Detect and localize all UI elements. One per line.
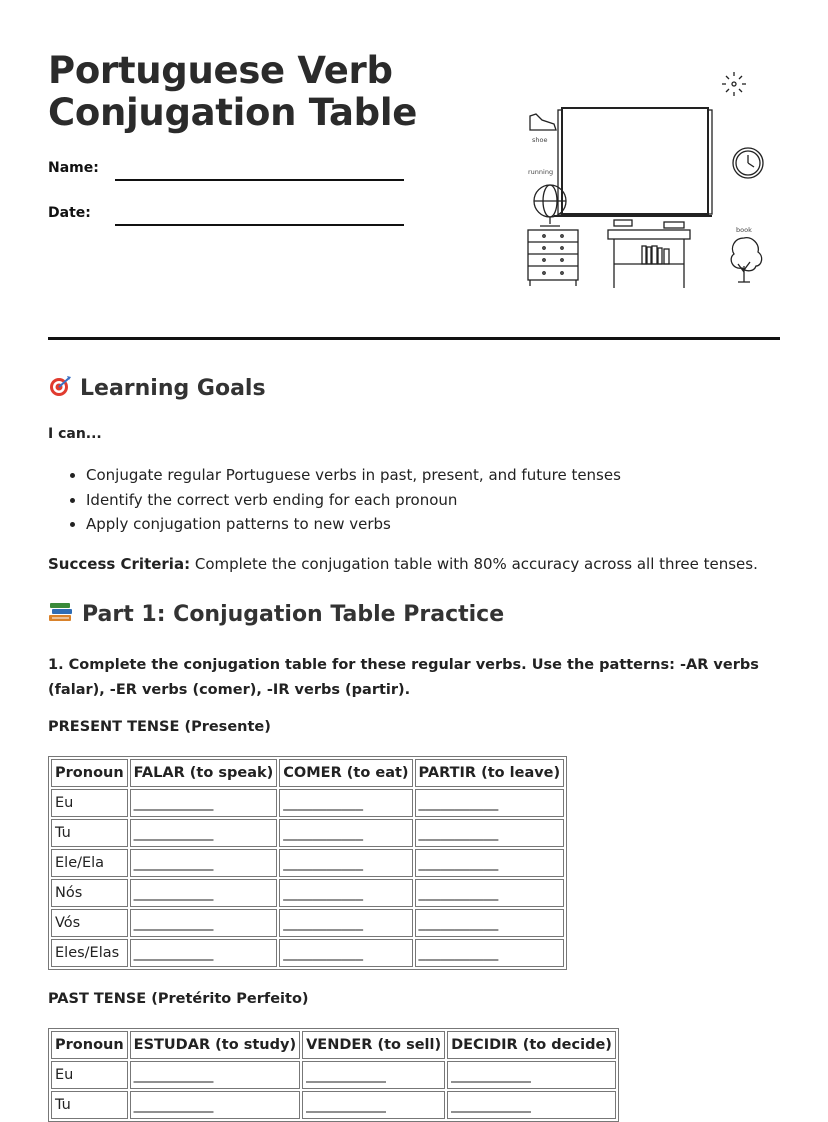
name-field[interactable] [48,160,99,176]
present-tense-label: PRESENT TENSE (Presente) [48,719,271,735]
answer-blank[interactable]: ___________ [302,1061,445,1089]
pronoun-cell: Nós [51,879,128,907]
date-line[interactable] [115,224,404,226]
answer-blank[interactable]: ___________ [279,849,412,877]
column-header: FALAR (to speak) [130,759,278,787]
answer-blank[interactable]: ___________ [130,849,278,877]
target-icon [48,375,72,403]
table-header-row [51,759,564,787]
table-row [51,849,564,877]
learning-goals-title: Learning Goals [80,376,266,401]
column-header: ESTUDAR (to study) [130,1031,300,1059]
dresser-icon [528,230,578,286]
part1-title: Part 1: Conjugation Table Practice [82,602,505,627]
answer-blank[interactable]: ___________ [130,819,278,847]
header-divider [48,337,780,340]
name-line[interactable] [115,179,404,181]
pronoun-cell: Ele/Ela [51,849,128,877]
table-row [51,939,564,967]
illustration-label-running: running [528,168,554,176]
answer-blank[interactable]: ___________ [415,909,565,937]
answer-blank[interactable]: ___________ [302,1091,445,1119]
answer-blank[interactable]: ___________ [415,819,565,847]
table-header-row [51,1031,616,1059]
answer-blank[interactable]: ___________ [130,1061,300,1089]
date-label: Date: [48,205,91,221]
desk-icon [608,220,690,288]
part1-heading [48,600,504,630]
past-tense-label: PAST TENSE (Pretérito Perfeito) [48,991,309,1007]
column-header: VENDER (to sell) [302,1031,445,1059]
list-item: • Identify the correct verb ending for each pronoun [86,488,621,513]
column-header: PARTIR (to leave) [415,759,565,787]
answer-blank[interactable]: ___________ [415,789,565,817]
answer-blank[interactable]: ___________ [279,939,412,967]
goals-list [48,463,621,537]
answer-blank[interactable]: ___________ [130,789,278,817]
table-row [51,819,564,847]
column-header: Pronoun [51,1031,128,1059]
title-line-2: Conjugation Table [48,91,418,134]
table-row [51,909,564,937]
learning-goals-heading [48,375,266,403]
answer-blank[interactable]: ___________ [447,1061,616,1089]
table-row [51,789,564,817]
illustration-label-book: book [736,226,752,234]
answer-blank[interactable]: ___________ [415,849,565,877]
title-line-1: Portuguese Verb [48,49,393,92]
tree-icon [731,238,761,282]
table-row [51,879,564,907]
pronoun-cell: Tu [51,1091,128,1119]
answer-blank[interactable]: ___________ [415,939,565,967]
pronoun-cell: Eu [51,789,128,817]
answer-blank[interactable]: ___________ [279,909,412,937]
table-row [51,1091,616,1119]
pronoun-cell: Eles/Elas [51,939,128,967]
list-item: • Apply conjugation patterns to new verbs [86,512,621,537]
answer-blank[interactable]: ___________ [279,789,412,817]
date-field[interactable] [48,205,91,221]
column-header: DECIDIR (to decide) [447,1031,616,1059]
present-tense-table [48,756,567,970]
part1-instruction: 1. Complete the conjugation table for these regular verbs. Use the patterns: -AR verbs (falar), -ER verbs (comer), -IR verbs (partir). [48,657,759,698]
column-header: COMER (to eat) [279,759,412,787]
list-item: • Conjugate regular Portuguese verbs in past, present, and future tenses [86,463,621,488]
answer-blank[interactable]: ___________ [447,1091,616,1119]
success-criteria [48,555,758,573]
pronoun-cell: Eu [51,1061,128,1089]
success-criteria-text: Complete the conjugation table with 80% accuracy across all three tenses. [190,555,758,573]
answer-blank[interactable]: ___________ [130,1091,300,1119]
answer-blank[interactable]: ___________ [130,909,278,937]
answer-blank[interactable]: ___________ [279,879,412,907]
answer-blank[interactable]: ___________ [130,939,278,967]
table-row [51,1061,616,1089]
answer-blank[interactable]: ___________ [415,879,565,907]
pronoun-cell: Tu [51,819,128,847]
past-tense-table [48,1028,619,1122]
name-label: Name: [48,160,99,176]
books-icon [48,600,74,630]
answer-blank[interactable]: ___________ [279,819,412,847]
answer-blank[interactable]: ___________ [130,879,278,907]
whiteboard [562,108,708,214]
classroom-illustration [522,66,772,294]
worksheet-title [48,50,417,134]
illustration-label-shoe: shoe [532,136,548,144]
i-can-label: I can... [48,426,102,442]
shoe-icon [530,114,556,130]
column-header: Pronoun [51,759,128,787]
pronoun-cell: Vós [51,909,128,937]
success-criteria-label: Success Criteria: [48,555,191,573]
clock-icon [733,148,763,178]
sun-icon [722,72,746,96]
